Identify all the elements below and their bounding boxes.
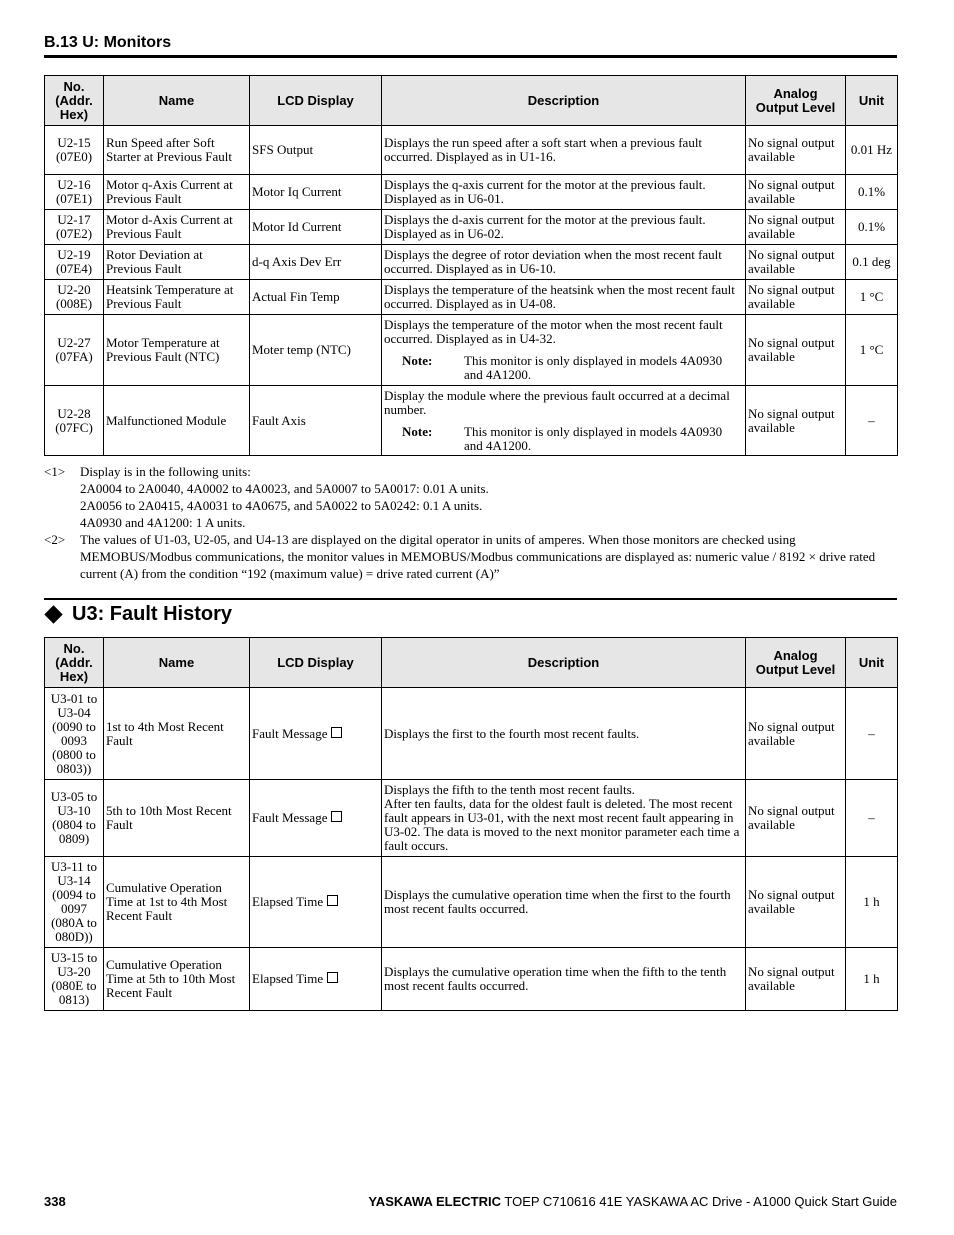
param-unit: – [846, 386, 898, 456]
param-no: U2-20 (008E) [45, 280, 104, 315]
param-unit: 0.1 deg [846, 245, 898, 280]
param-desc [382, 315, 746, 386]
note-text: This monitor is only displayed in models 4A0930 and 4A1200. [464, 423, 723, 453]
table-row [45, 245, 898, 280]
param-note [384, 354, 743, 382]
section-header-title: B.13 U: Monitors [44, 34, 172, 51]
col-header-analog: Analog Output Level [746, 638, 846, 688]
table-row [45, 948, 898, 1011]
param-analog: No signal output available [746, 210, 846, 245]
section-rule [44, 598, 897, 600]
col-header-no: No. (Addr. Hex) [45, 638, 104, 688]
param-desc: Displays the q-axis current for the motor at the previous fault. Displayed as in U6-01. [382, 175, 746, 210]
placeholder-box-icon [327, 972, 338, 983]
param-desc: Displays the fifth to the tenth most recent faults. After ten faults, data for the oldest fault is deleted. The most recent fault appears in U3-01, with the next most recent fault appearing in U3-02. The data is moved to the next monitor parameter each time a fault occurs. [382, 780, 746, 857]
param-no: U2-28 (07FC) [45, 386, 104, 456]
param-no: U2-16 (07E1) [45, 175, 104, 210]
note-label: Note: [402, 423, 433, 439]
param-name: Rotor Deviation at Previous Fault [104, 245, 250, 280]
page-number: 338 [44, 1194, 66, 1209]
header-rule [44, 55, 897, 58]
table-row [45, 315, 898, 386]
placeholder-box-icon [331, 727, 342, 738]
table-header-row [45, 638, 898, 688]
col-header-lcd: LCD Display [250, 638, 382, 688]
param-desc: Displays the d-axis current for the motor at the previous fault. Displayed as in U6-02. [382, 210, 746, 245]
col-header-name: Name [104, 638, 250, 688]
table-header-row [45, 76, 898, 126]
param-analog: No signal output available [746, 386, 846, 456]
col-header-analog: Analog Output Level [746, 76, 846, 126]
param-name: 1st to 4th Most Recent Fault [104, 688, 250, 780]
param-unit: – [846, 688, 898, 780]
param-desc: Displays the run speed after a soft start when a previous fault occurred. Displayed as in U1-16. [382, 126, 746, 175]
param-name: Motor Temperature at Previous Fault (NTC) [104, 315, 250, 386]
param-analog: No signal output available [746, 175, 846, 210]
col-header-unit: Unit [846, 76, 898, 126]
param-desc: Displays the first to the fourth most recent faults. [382, 688, 746, 780]
param-name: Heatsink Temperature at Previous Fault [104, 280, 250, 315]
footnote-1 [44, 463, 897, 531]
placeholder-box-icon [327, 895, 338, 906]
param-lcd: Motor Id Current [250, 210, 382, 245]
param-lcd: Motor Iq Current [250, 175, 382, 210]
diamond-bullet-icon [44, 605, 62, 623]
note-text: This monitor is only displayed in models 4A0930 and 4A1200. [464, 353, 723, 382]
param-no: U2-17 (07E2) [45, 210, 104, 245]
footnote-mark: <2> [44, 532, 66, 547]
param-lcd [250, 688, 382, 780]
param-name: Malfunctioned Module [104, 386, 250, 456]
param-unit: 1 h [846, 857, 898, 948]
param-desc: Displays the cumulative operation time when the first to the fourth most recent faults occurred. [382, 857, 746, 948]
param-name: Motor q-Axis Current at Previous Fault [104, 175, 250, 210]
footnote-line: 2A0056 to 2A0415, 4A0031 to 4A0675, and 5A0022 to 5A0242: 0.1 A units. [80, 498, 483, 513]
param-no: U3-11 to U3-14 (0094 to 0097 (080A to 080D)) [45, 857, 104, 948]
param-lcd [250, 948, 382, 1011]
param-lcd [250, 857, 382, 948]
footnote-line: The values of U1-03, U2-05, and U4-13 are displayed on the digital operator in units of amperes. When those monitors are checked using MEMOBUS/Modbus communications, the monitor values in MEMOBUS/Modbus communications are displayed as: numeric value / 8192 × drive rated current (A) from the condition “192 (maximum value) = drive rated current (A)” [80, 532, 876, 581]
param-unit: – [846, 780, 898, 857]
footnote-line: 2A0004 to 2A0040, 4A0002 to 4A0023, and 5A0007 to 5A0017: 0.01 A units. [80, 481, 489, 496]
note-label: Note: [402, 353, 433, 368]
param-desc-text: Display the module where the previous fault occurred at a decimal number. [384, 387, 730, 417]
col-header-description: Description [382, 638, 746, 688]
param-analog: No signal output available [746, 126, 846, 175]
param-desc-text: Displays the temperature of the motor when the most recent fault occurred. Displayed as in U4-32. [384, 317, 723, 346]
table-row [45, 210, 898, 245]
table-row [45, 780, 898, 857]
param-desc: Displays the temperature of the heatsink when the most recent fault occurred. Displayed as in U4-08. [382, 280, 746, 315]
param-name: Cumulative Operation Time at 5th to 10th Most Recent Fault [104, 948, 250, 1011]
table-row [45, 175, 898, 210]
param-no: U3-01 to U3-04 (0090 to 0093 (0800 to 0803)) [45, 688, 104, 780]
table-row [45, 386, 898, 456]
section-title [44, 603, 232, 626]
param-name: 5th to 10th Most Recent Fault [104, 780, 250, 857]
param-unit: 0.1% [846, 175, 898, 210]
param-lcd [250, 780, 382, 857]
footer-doc-title: TOEP C710616 41E YASKAWA AC Drive - A1000 Quick Start Guide [501, 1194, 897, 1209]
table-row [45, 688, 898, 780]
table-row [45, 857, 898, 948]
param-analog: No signal output available [746, 857, 846, 948]
footnotes [44, 463, 897, 582]
param-lcd: d-q Axis Dev Err [250, 245, 382, 280]
col-header-name: Name [104, 76, 250, 126]
footnote-2 [44, 531, 897, 582]
param-note [384, 425, 743, 453]
param-desc: Displays the degree of rotor deviation when the most recent fault occurred. Displayed as in U6-10. [382, 245, 746, 280]
param-analog: No signal output available [746, 245, 846, 280]
fault-history-table [44, 637, 898, 1011]
param-unit: 0.01 Hz [846, 126, 898, 175]
param-no: U2-15 (07E0) [45, 126, 104, 175]
footnote-mark: <1> [44, 464, 66, 479]
section-title-text: U3: Fault History [72, 603, 233, 625]
param-unit: 1 °C [846, 315, 898, 386]
param-analog: No signal output available [746, 688, 846, 780]
param-unit: 0.1% [846, 210, 898, 245]
param-unit: 1 h [846, 948, 898, 1011]
footer-brand: YASKAWA ELECTRIC [368, 1194, 501, 1209]
table-row [45, 126, 898, 175]
placeholder-box-icon [331, 811, 342, 822]
footer-doc-info [368, 1194, 897, 1209]
footnote-line: 4A0930 and 4A1200: 1 A units. [80, 515, 246, 530]
col-header-lcd: LCD Display [250, 76, 382, 126]
param-no: U3-05 to U3-10 (0804 to 0809) [45, 780, 104, 857]
param-name: Run Speed after Soft Starter at Previous Fault [104, 126, 250, 175]
col-header-no: No. (Addr. Hex) [45, 76, 104, 126]
param-lcd-text: Fault Message [252, 810, 328, 825]
param-desc: Displays the cumulative operation time when the fifth to the tenth most recent faults occurred. [382, 948, 746, 1011]
param-lcd: SFS Output [250, 126, 382, 175]
param-lcd: Moter temp (NTC) [250, 315, 382, 386]
monitor-table-u2 [44, 75, 898, 456]
param-lcd-text: Fault Message [252, 725, 328, 741]
col-header-unit: Unit [846, 638, 898, 688]
param-analog: No signal output available [746, 280, 846, 315]
col-header-description: Description [382, 76, 746, 126]
param-lcd: Actual Fin Temp [250, 280, 382, 315]
param-no: U3-15 to U3-20 (080E to 0813) [45, 948, 104, 1011]
param-name: Motor d-Axis Current at Previous Fault [104, 210, 250, 245]
param-no: U2-27 (07FA) [45, 315, 104, 386]
param-unit: 1 °C [846, 280, 898, 315]
param-lcd: Fault Axis [250, 386, 382, 456]
param-name: Cumulative Operation Time at 1st to 4th Most Recent Fault [104, 857, 250, 948]
footnote-line: Display is in the following units: [80, 464, 251, 479]
table-row [45, 280, 898, 315]
param-analog: No signal output available [746, 315, 846, 386]
param-analog: No signal output available [746, 780, 846, 857]
param-no: U2-19 (07E4) [45, 245, 104, 280]
param-analog: No signal output available [746, 948, 846, 1011]
param-lcd-text: Elapsed Time [252, 971, 324, 986]
param-desc [382, 386, 746, 456]
param-lcd-text: Elapsed Time [252, 894, 324, 909]
